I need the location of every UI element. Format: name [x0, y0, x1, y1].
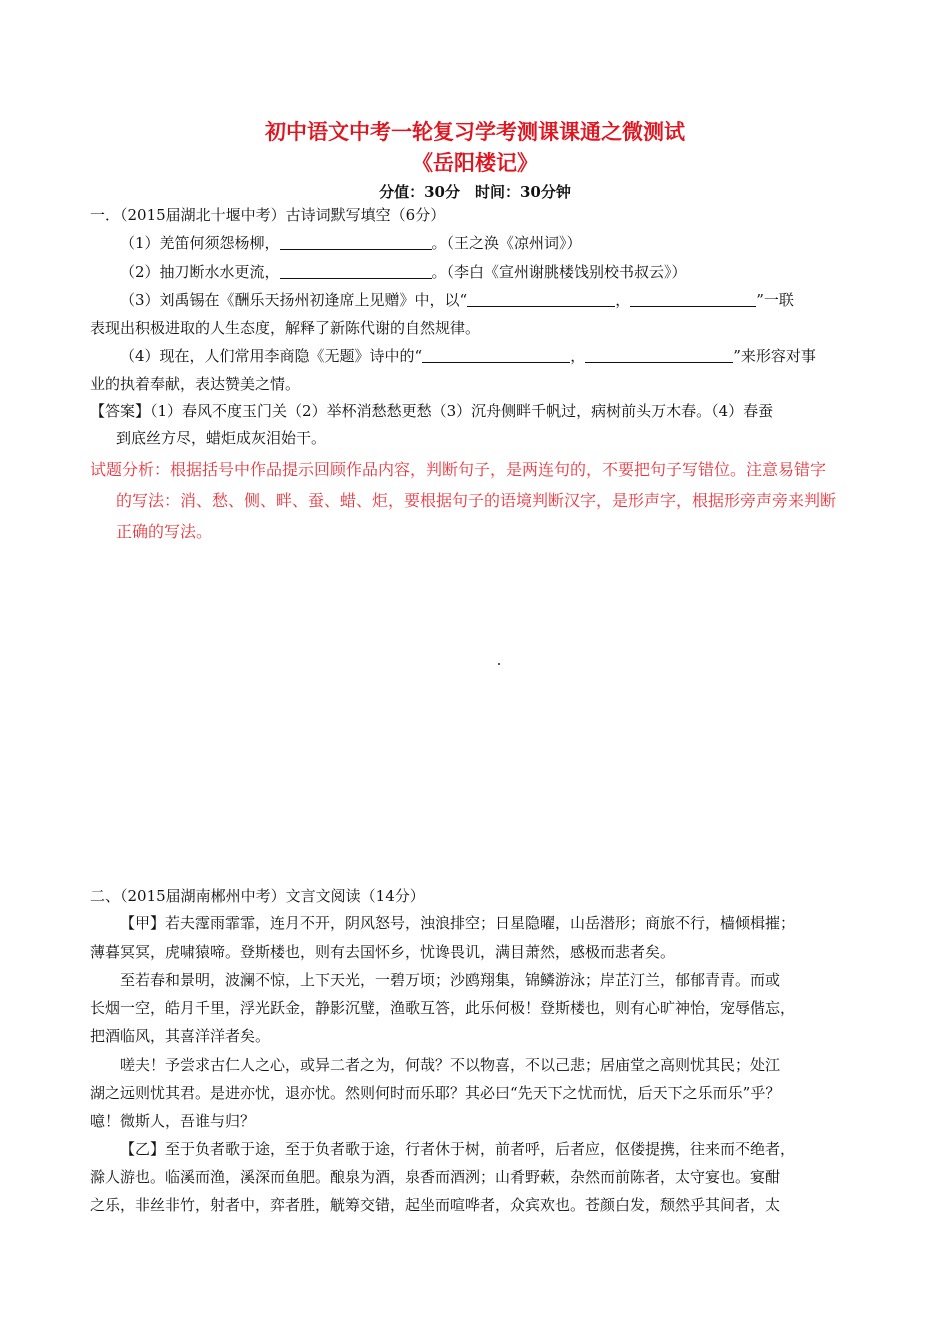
question-2: [120, 262, 687, 282]
question-4-continued: 业的执着奉献，表达赞美之情。: [90, 375, 301, 393]
answer-blank: [280, 234, 432, 250]
answer-blank: [422, 347, 570, 363]
question-1: [120, 233, 582, 253]
question-3-text: （3）刘禹锡在《酬乐天扬州初逢席上见赠》中，以“: [120, 291, 468, 309]
answer-line-2: 到底丝方尽，蜡炬成灰泪始干。: [116, 429, 327, 447]
document-subtitle: 《岳阳楼记》: [412, 150, 538, 175]
stray-dot: [498, 663, 500, 665]
question-4-comma: ，: [570, 347, 586, 365]
question-1-source: 。（王之涣《凉州词》）: [431, 234, 582, 252]
question-4: [120, 346, 816, 366]
passage-line: 【乙】至于负者歌于途，至于负者歌于途，行者休于树，前者呼，后者应，伛偻提携，往来而不绝者，: [120, 1140, 796, 1158]
analysis-line-1: 试题分析：根据括号中作品提示回顾作品内容，判断句子，是两连句的，不要把句子写错位。注意易错字: [90, 460, 827, 479]
question-4-end: ”来形容对事: [733, 347, 816, 365]
question-3-continued: 表现出积极进取的人生态度，解释了新陈代谢的自然规律。: [90, 319, 481, 337]
passage-line: 至若春和景明，波澜不惊，上下天光，一碧万顷；沙鸥翔集，锦鳞游泳；岸芷汀兰，郁郁青青。而或: [120, 971, 781, 989]
passage-line: 噫！微斯人，吾谁与归？: [90, 1112, 256, 1130]
passage-line: 湖之远则忧其君。是进亦忧，退亦忧。然则何时而乐耶？其必曰“先天下之忧而忧，后天下之乐而乐”乎？: [90, 1084, 781, 1102]
passage-line: 长烟一空，皓月千里，浮光跃金，静影沉璧，渔歌互答，此乐何极！登斯楼也，则有心旷神怡，宠辱偕忘，: [90, 999, 796, 1017]
question-4-text: （4）现在，人们常用李商隐《无题》诗中的“: [120, 347, 423, 365]
question-3-end: ”一联: [756, 291, 794, 309]
passage-line: 之乐，非丝非竹，射者中，弈者胜，觥筹交错，起坐而喧哗者，众宾欢也。苍颜白发，颓然乎其间者，太: [90, 1196, 781, 1214]
answer-blank: [630, 291, 756, 307]
passage-line: 嗟夫！予尝求古仁人之心，或异二者之为，何哉？不以物喜，不以己悲；居庙堂之高则忧其民；处江: [120, 1056, 781, 1074]
analysis-line-3: 正确的写法。: [116, 522, 213, 541]
answer-blank: [467, 291, 615, 307]
answer-blank: [585, 347, 733, 363]
analysis-line-2: 的写法：消、愁、侧、畔、蚕、蜡、炬，要根据句子的语境判断汉字，是形声字，根据形旁声旁来判断: [116, 491, 837, 510]
question-2-source: 。（李白《宣州谢朓楼饯别校书叔云》）: [431, 263, 687, 281]
question-2-text: （2）抽刀断水水更流，: [120, 263, 280, 281]
passage-line: 把酒临风，其喜洋洋者矣。: [90, 1027, 271, 1045]
passage-line: 滁人游也。临溪而渔，溪深而鱼肥。酿泉为酒，泉香而酒洌；山肴野蔌，杂然而前陈者，太守宴也。宴酣: [90, 1168, 781, 1186]
passage-line: 薄暮冥冥，虎啸猿啼。登斯楼也，则有去国怀乡，忧谗畏讥，满目萧然，感极而悲者矣。: [90, 943, 676, 961]
question-1-text: （1）羌笛何须怨杨柳，: [120, 234, 280, 252]
answer-line-1: 【答案】（1）春风不度玉门关（2）举杯消愁愁更愁（3）沉舟侧畔千帆过，病树前头万木春。（4）春蚕: [90, 402, 774, 420]
passage-line: 【甲】若夫霪雨霏霏，连月不开，阴风怒号，浊浪排空；日星隐曜，山岳潜形；商旅不行，樯倾楫摧；: [120, 914, 796, 932]
score-time-line: 分值：30分 时间：30分钟: [379, 183, 571, 201]
question-3: [120, 290, 794, 310]
document-title: 初中语文中考一轮复习学考测课课通之微测试: [265, 119, 685, 144]
answer-blank: [280, 263, 432, 279]
section-2-heading: 二、（2015届湖南郴州中考）文言文阅读（14分）: [90, 887, 425, 905]
section-1-heading: 一．（2015届湖北十堰中考）古诗词默写填空（6分）: [90, 206, 446, 224]
question-3-comma: ，: [615, 291, 631, 309]
